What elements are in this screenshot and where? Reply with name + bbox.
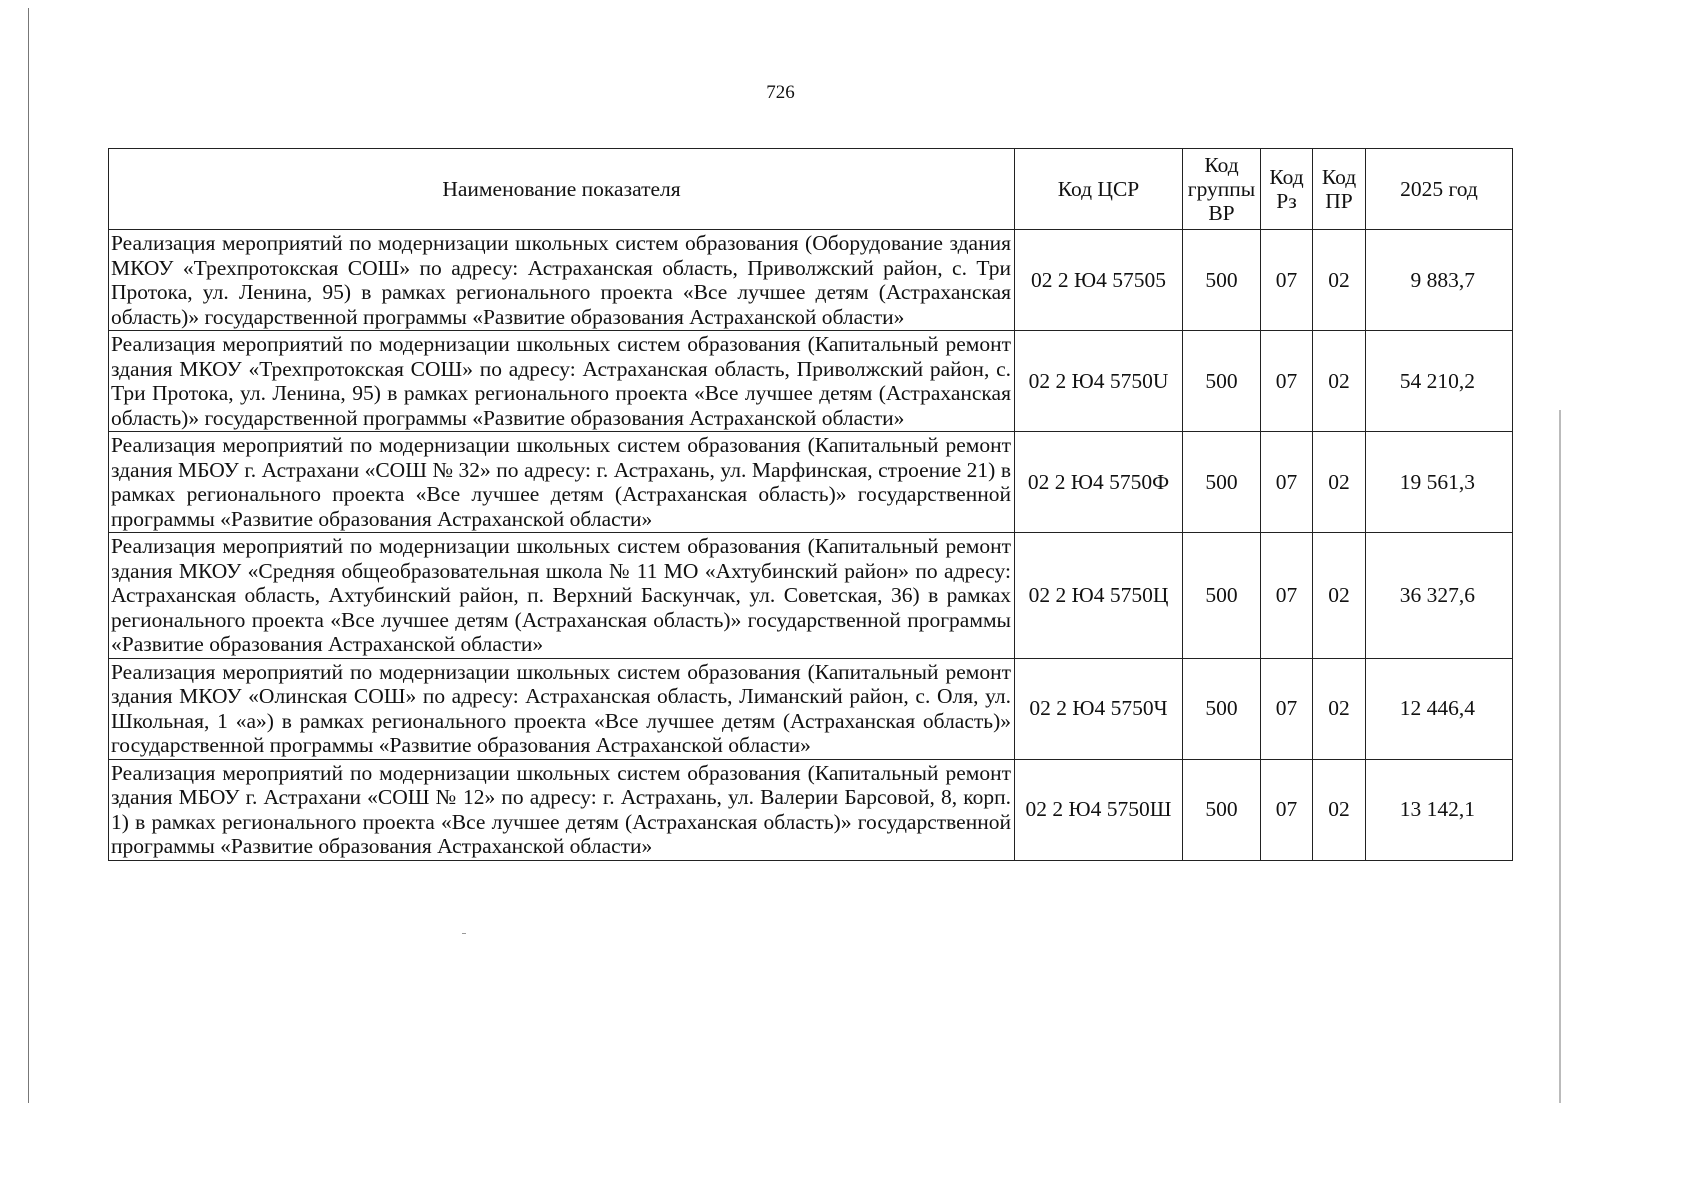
row-pr-code: 02	[1313, 432, 1366, 533]
row-vr-code: 500	[1183, 658, 1261, 759]
row-name: Реализация мероприятий по модернизации школьных систем образования (Оборудование здания МКОУ «Трехпротокская СОШ» по адресу: Астраханская область, Приволжский район, с. Три Протока, ул. Ленина, 95) в рамках регионального проекта «Все лучшее детям (Астраханская область)» государственной программы «Развитие образования Астраханской области»	[109, 230, 1015, 331]
row-vr-code: 500	[1183, 230, 1261, 331]
table-row	[109, 432, 1513, 533]
row-pr-code: 02	[1313, 331, 1366, 432]
header-year: 2025 год	[1366, 149, 1513, 230]
row-rz-code: 07	[1261, 533, 1313, 659]
table-row	[109, 658, 1513, 759]
row-pr-code: 02	[1313, 759, 1366, 860]
row-csr-code: 02 2 Ю4 5750Ч	[1015, 658, 1183, 759]
header-pr: Код ПР	[1313, 149, 1366, 230]
row-csr-code: 02 2 Ю4 5750U	[1015, 331, 1183, 432]
row-rz-code: 07	[1261, 331, 1313, 432]
row-name: Реализация мероприятий по модернизации школьных систем образования (Капитальный ремонт здания МБОУ г. Астрахани «СОШ № 12» по адресу: г. Астрахань, ул. Валерии Барсовой, 8, корп. 1) в рамках регионального проекта «Все лучшее детям (Астраханская область)» государственной программы «Развитие образования Астраханской области»	[109, 759, 1015, 860]
table-row	[109, 230, 1513, 331]
header-rz: Код Рз	[1261, 149, 1313, 230]
scan-speck	[462, 933, 466, 934]
header-csr: Код ЦСР	[1015, 149, 1183, 230]
scan-edge-line	[28, 8, 29, 1103]
row-name: Реализация мероприятий по модернизации школьных систем образования (Капитальный ремонт здания МКОУ «Средняя общеобразовательная школа № 11 МО «Ахтубинский район» по адресу: Астраханская область, Ахтубинский район, п. Верхний Баскунчак, ул. Советская, 36) в рамках регионального проекта «Все лучшее детям (Астраханская область)» государственной программы «Развитие образования Астраханской области»	[109, 533, 1015, 659]
scan-edge-line-right	[1559, 410, 1561, 1103]
row-name: Реализация мероприятий по модернизации школьных систем образования (Капитальный ремонт здания МКОУ «Олинская СОШ» по адресу: Астраханская область, Лиманский район, с. Оля, ул. Школьная, 1 «а») в рамках регионального проекта «Все лучшее детям (Астраханская область)» государственной программы «Развитие образования Астраханской области»	[109, 658, 1015, 759]
row-rz-code: 07	[1261, 759, 1313, 860]
row-rz-code: 07	[1261, 230, 1313, 331]
row-pr-code: 02	[1313, 230, 1366, 331]
row-vr-code: 500	[1183, 331, 1261, 432]
row-amount: 9 883,7	[1366, 230, 1513, 331]
row-csr-code: 02 2 Ю4 5750Ф	[1015, 432, 1183, 533]
row-vr-code: 500	[1183, 432, 1261, 533]
row-rz-code: 07	[1261, 658, 1313, 759]
row-pr-code: 02	[1313, 533, 1366, 659]
table-header-row	[109, 149, 1513, 230]
row-name: Реализация мероприятий по модернизации школьных систем образования (Капитальный ремонт здания МБОУ г. Астрахани «СОШ № 32» по адресу: г. Астрахань, ул. Марфинская, строение 21) в рамках регионального проекта «Все лучшее детям (Астраханская область)» государственной программы «Развитие образования Астраханской области»	[109, 432, 1015, 533]
row-name: Реализация мероприятий по модернизации школьных систем образования (Капитальный ремонт здания МКОУ «Трехпротокская СОШ» по адресу: Астраханская область, Приволжский район, с. Три Протока, ул. Ленина, 95) в рамках регионального проекта «Все лучшее детям (Астраханская область)» государственной программы «Развитие образования Астраханской области»	[109, 331, 1015, 432]
row-rz-code: 07	[1261, 432, 1313, 533]
row-csr-code: 02 2 Ю4 5750Ш	[1015, 759, 1183, 860]
table-row	[109, 759, 1513, 860]
row-amount: 13 142,1	[1366, 759, 1513, 860]
row-amount: 36 327,6	[1366, 533, 1513, 659]
page-number: 726	[766, 82, 795, 103]
row-amount: 54 210,2	[1366, 331, 1513, 432]
row-vr-code: 500	[1183, 759, 1261, 860]
row-amount: 19 561,3	[1366, 432, 1513, 533]
row-csr-code: 02 2 Ю4 57505	[1015, 230, 1183, 331]
header-vr: Код группы ВР	[1183, 149, 1261, 230]
budget-table	[108, 148, 1513, 861]
row-vr-code: 500	[1183, 533, 1261, 659]
header-name: Наименование показателя	[109, 149, 1015, 230]
table-row	[109, 331, 1513, 432]
table-row	[109, 533, 1513, 659]
row-pr-code: 02	[1313, 658, 1366, 759]
row-csr-code: 02 2 Ю4 5750Ц	[1015, 533, 1183, 659]
row-amount: 12 446,4	[1366, 658, 1513, 759]
